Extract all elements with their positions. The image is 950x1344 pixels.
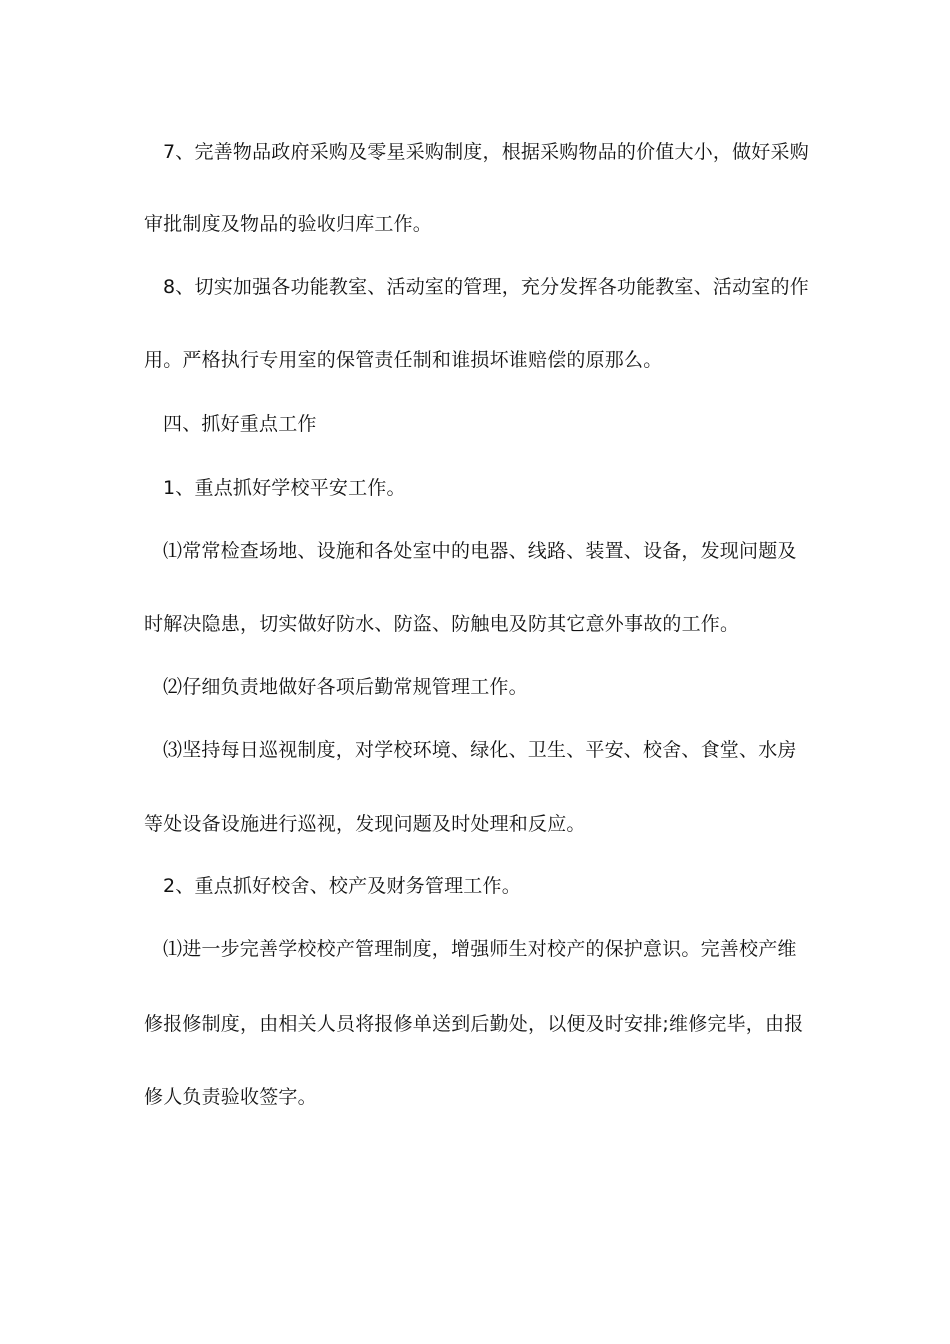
- item-1-1-line-1: ⑴常常检查场地、设施和各处室中的电器、线路、装置、设备，发现问题及: [163, 540, 797, 562]
- item-1-1-line-2: 时解决隐患，切实做好防水、防盗、防触电及防其它意外事故的工作。: [144, 613, 740, 635]
- item-2-heading: 2、重点抓好校舍、校产及财务管理工作。: [163, 875, 521, 897]
- item-2-1-line-1: ⑴进一步完善学校校产管理制度，增强师生对校产的保护意识。完善校产维: [163, 938, 797, 960]
- paragraph-8-line-1: 8、切实加强各功能教室、活动室的管理，充分发挥各功能教室、活动室的作: [163, 276, 809, 298]
- paragraph-7-line-1: 7、完善物品政府采购及零星采购制度，根据采购物品的价值大小，做好采购: [163, 141, 809, 163]
- item-2-1-line-2: 修报修制度，由相关人员将报修单送到后勤处，以便及时安排;维修完毕，由报: [144, 1013, 804, 1035]
- section-heading: 四、抓好重点工作: [163, 413, 317, 435]
- item-2-1-line-3: 修人负责验收签字。: [144, 1086, 317, 1108]
- item-1-3-line-2: 等处设备设施进行巡视，发现问题及时处理和反应。: [144, 813, 586, 835]
- item-1-2: ⑵仔细负责地做好各项后勤常规管理工作。: [163, 676, 528, 698]
- item-1-3-line-1: ⑶坚持每日巡视制度，对学校环境、绿化、卫生、平安、校舍、食堂、水房: [163, 739, 797, 761]
- item-1-heading: 1、重点抓好学校平安工作。: [163, 477, 406, 499]
- paragraph-8-line-2: 用。严格执行专用室的保管责任制和谁损坏谁赔偿的原那么。: [144, 349, 663, 371]
- paragraph-7-line-2: 审批制度及物品的验收归库工作。: [144, 213, 433, 235]
